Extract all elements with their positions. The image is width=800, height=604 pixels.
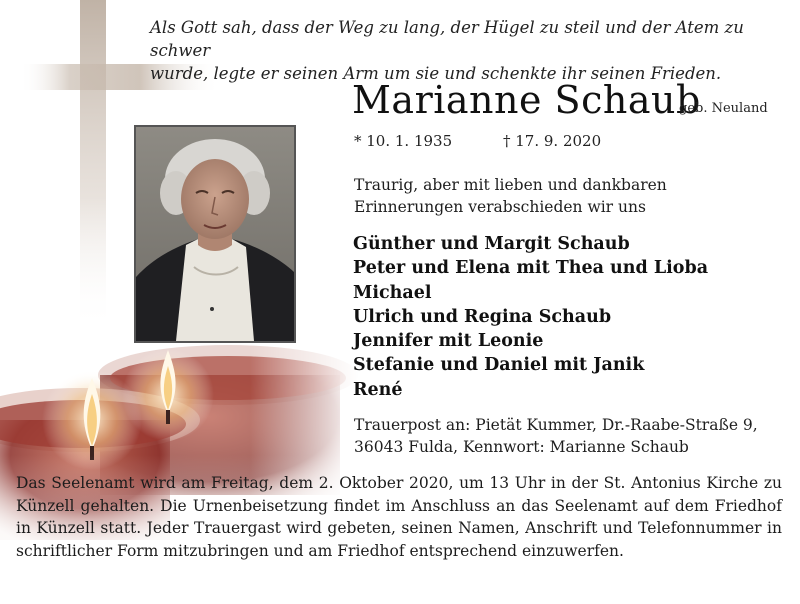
family-member: Ulrich und Regina Schaub: [353, 306, 612, 327]
quote: [150, 16, 790, 85]
family-member: Stefanie und Daniel mit Janik: [353, 355, 645, 376]
birth-name: geb. Neuland: [679, 101, 768, 116]
mourning-line-1: Traurig, aber mit lieben und dankbaren: [354, 176, 667, 194]
deceased-name: Marianne Schaub: [352, 78, 701, 122]
portrait-image: [136, 127, 294, 341]
portrait-photo: [134, 125, 296, 343]
birth-date: * 10. 1. 1935: [354, 132, 453, 150]
service-information: Das Seelenamt wird am Freitag, dem 2. Oktober 2020, um 13 Uhr in der St. Antonius Kirche zu Künzell gehalten. Die Urnenbeisetzung findet im Anschluss an das Seelenamt auf dem Friedhof in Künzell statt. Jeder Trauergast wird gebeten, seinen Namen, Anschrift und Telefonnummer in schriftlicher Form mitzubringen und am Friedhof entsprechend einzuwerfen.: [16, 474, 782, 560]
quote-line-1: Als Gott sah, dass der Weg zu lang, der Hügel zu steil und der Atem zu schwer: [150, 18, 744, 60]
family-member: René: [353, 379, 403, 400]
family-list: [353, 232, 708, 402]
family-member: Günther und Margit Schaub: [353, 234, 630, 254]
trauerpost-line-1: Trauerpost an: Pietät Kummer, Dr.-Raabe-Straße 9,: [354, 416, 758, 434]
quote-line-2: wurde, legte er seinen Arm um sie und schenkte ihr seinen Frieden.: [150, 64, 722, 83]
death-date: † 17. 9. 2020: [503, 132, 602, 150]
family-member: Peter und Elena mit Thea und Lioba: [353, 258, 709, 279]
mourning-line-2: Erinnerungen verabschieden wir uns: [354, 198, 646, 216]
trauerpost-line-2: 36043 Fulda, Kennwort: Marianne Schaub: [354, 438, 689, 456]
family-member: Jennifer mit Leonie: [353, 331, 544, 352]
mourning-text: [354, 174, 667, 218]
trauerpost-address: [354, 414, 758, 458]
family-member: Michael: [353, 282, 432, 303]
